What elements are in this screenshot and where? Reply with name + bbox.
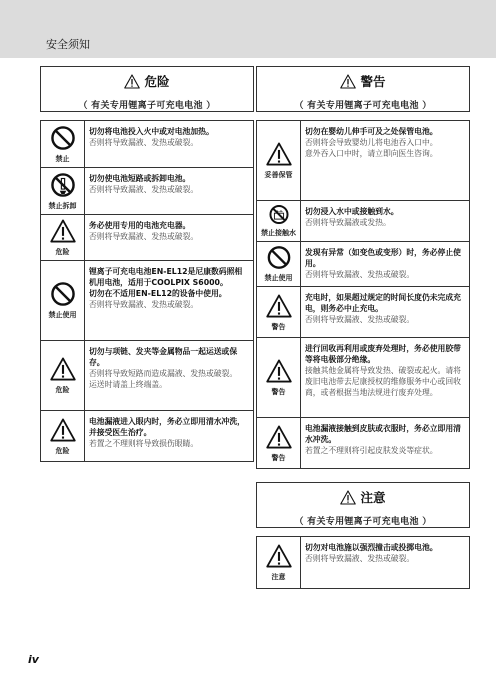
item-heading: 切勿浸入水中或接触到水。: [305, 207, 399, 216]
table-row: [41, 121, 253, 168]
warning-column: [256, 66, 470, 469]
table-row: [257, 121, 469, 201]
caution-exclamation-icon: [266, 543, 292, 569]
danger-exclamation-icon: [50, 218, 76, 244]
item-text: 否则将导致漏液、发热或破裂。: [305, 315, 415, 325]
caution-table: [256, 536, 470, 589]
item-text: 否则将导致短路而造成漏液、发热或破裂。: [89, 369, 238, 379]
danger-title: 危险: [144, 74, 170, 89]
prohibited-icon: [266, 245, 292, 270]
icon-label: 禁止: [55, 154, 70, 163]
item-heading: 切勿将电池投入火中或对电池加热。: [89, 127, 214, 136]
table-row: [257, 201, 469, 242]
prohibited-icon: [50, 125, 76, 151]
danger-table: [40, 120, 254, 462]
item-heading: 切勿对电池施以强烈撞击或投掷电池。: [305, 543, 438, 552]
prohibited-icon: [50, 281, 76, 307]
item-heading: 务必使用专用的电池充电器。: [89, 221, 191, 230]
no-water-icon: [266, 204, 292, 225]
item-heading: 充电时，如果超过规定的时间长度仍未完成充电，则务必中止充电。: [305, 293, 461, 314]
danger-header: [40, 66, 254, 112]
icon-label: 危险: [55, 446, 70, 455]
icon-label: 注意: [271, 573, 286, 581]
icon-label: 禁止使用: [264, 274, 293, 282]
item-text: 否则将导致漏液、发热或破裂。: [89, 138, 199, 148]
item-heading: 电池漏液进入眼内时，务必立即用清水冲洗，并接受医生治疗。: [89, 417, 245, 438]
icon-label: 警告: [271, 453, 286, 462]
item-text: 否则将导致漏液、发热或破裂。: [305, 270, 415, 280]
table-row: [257, 537, 469, 588]
item-text: 否则将导致漏液、发热或破裂。: [89, 232, 199, 242]
icon-label: 禁止使用: [48, 311, 77, 319]
table-row: [41, 215, 253, 261]
table-row: [41, 261, 253, 341]
item-heading: 切勿使电池短路或拆卸电池。: [89, 174, 191, 183]
warning-table: [256, 120, 470, 469]
icon-label: 禁止拆卸: [48, 201, 77, 210]
icon-label: 禁止接触水: [261, 229, 296, 237]
warning-title: 警告: [360, 74, 386, 89]
warning-exclamation-icon: [266, 141, 292, 167]
item-text: 接触其他金属将导致发热、破裂或起火。请将废旧电池带去尼康授权的维修服务中心或回收商，或者根据当地法规进行废弃处理。: [305, 366, 461, 398]
item-text: 否则将导致漏液、发热或破裂。: [89, 185, 199, 195]
item-heading: 锂离子可充电电池EN-EL12是尼康数码照相机用电池，适用于COOLPIX S6000。: [89, 267, 243, 288]
item-text: 否则将导致漏液、发热或破裂。: [305, 554, 415, 564]
table-row: [257, 418, 469, 468]
table-row: [41, 411, 253, 461]
caution-title: 注意: [360, 490, 386, 505]
danger-column: [40, 66, 254, 462]
item-text: 否则将导致漏液或发热。: [305, 218, 391, 228]
caution-column: [256, 482, 470, 589]
table-row: [257, 287, 469, 338]
item-heading: 发现有异常（如变色或变形）时，务必停止使用。: [305, 248, 461, 269]
warning-triangle-icon: [124, 74, 140, 89]
item-heading: 切勿与项链、发夹等金属物品一起运送或保存。: [89, 347, 238, 368]
icon-label: 警告: [271, 322, 286, 331]
table-row: [41, 168, 253, 215]
table-row: [41, 341, 253, 411]
warning-exclamation-icon: [266, 293, 292, 319]
item-text-2: 运送时请盖上终端盖。: [89, 380, 167, 390]
warning-exclamation-icon: [266, 358, 292, 384]
caution-header: [256, 482, 470, 528]
icon-label: 危险: [55, 248, 70, 256]
item-heading-2: 切勿在不适用EN-EL12的设备中使用。: [89, 289, 227, 299]
caution-subtitle: （ 有关专用锂离子可充电电池 ）: [294, 516, 432, 527]
warning-header: [256, 66, 470, 112]
item-text: 否则将会导致婴幼儿将电池吞入口中。: [305, 138, 438, 148]
item-text-2: 意外吞入口中时，请立即向医生咨询。: [305, 149, 438, 159]
item-heading: 电池漏液接触到皮肤或衣服时，务必立即用清水冲洗。: [305, 424, 461, 445]
icon-label: 危险: [55, 386, 70, 394]
item-text: 否则将导致漏液、发热或破裂。: [89, 300, 199, 310]
warning-subtitle: （ 有关专用锂离子可充电电池 ）: [294, 100, 432, 111]
item-heading: 切勿在婴幼儿伸手可及之处保管电池。: [305, 127, 438, 136]
warning-triangle-icon: [340, 74, 356, 89]
danger-exclamation-icon: [50, 356, 76, 382]
page-number: iv: [28, 653, 39, 666]
item-heading: 进行回收再利用或废弃处理时，务必使用胶带等将电极部分绝缘。: [305, 344, 461, 365]
item-text: 若置之不理则将引起皮肤发炎等症状。: [305, 446, 438, 456]
danger-exclamation-icon: [50, 417, 76, 443]
no-disassembly-icon: [50, 172, 76, 198]
icon-label: 警告: [271, 388, 286, 396]
warning-exclamation-icon: [266, 424, 292, 450]
danger-subtitle: （ 有关专用锂离子可充电电池 ）: [78, 100, 216, 111]
section-title: 安全须知: [46, 38, 90, 51]
warning-triangle-icon: [340, 490, 356, 505]
item-text: 若置之不理则将导致损伤眼睛。: [89, 439, 199, 449]
table-row: [257, 338, 469, 418]
icon-label: 妥善保管: [264, 171, 293, 179]
table-row: [257, 242, 469, 287]
